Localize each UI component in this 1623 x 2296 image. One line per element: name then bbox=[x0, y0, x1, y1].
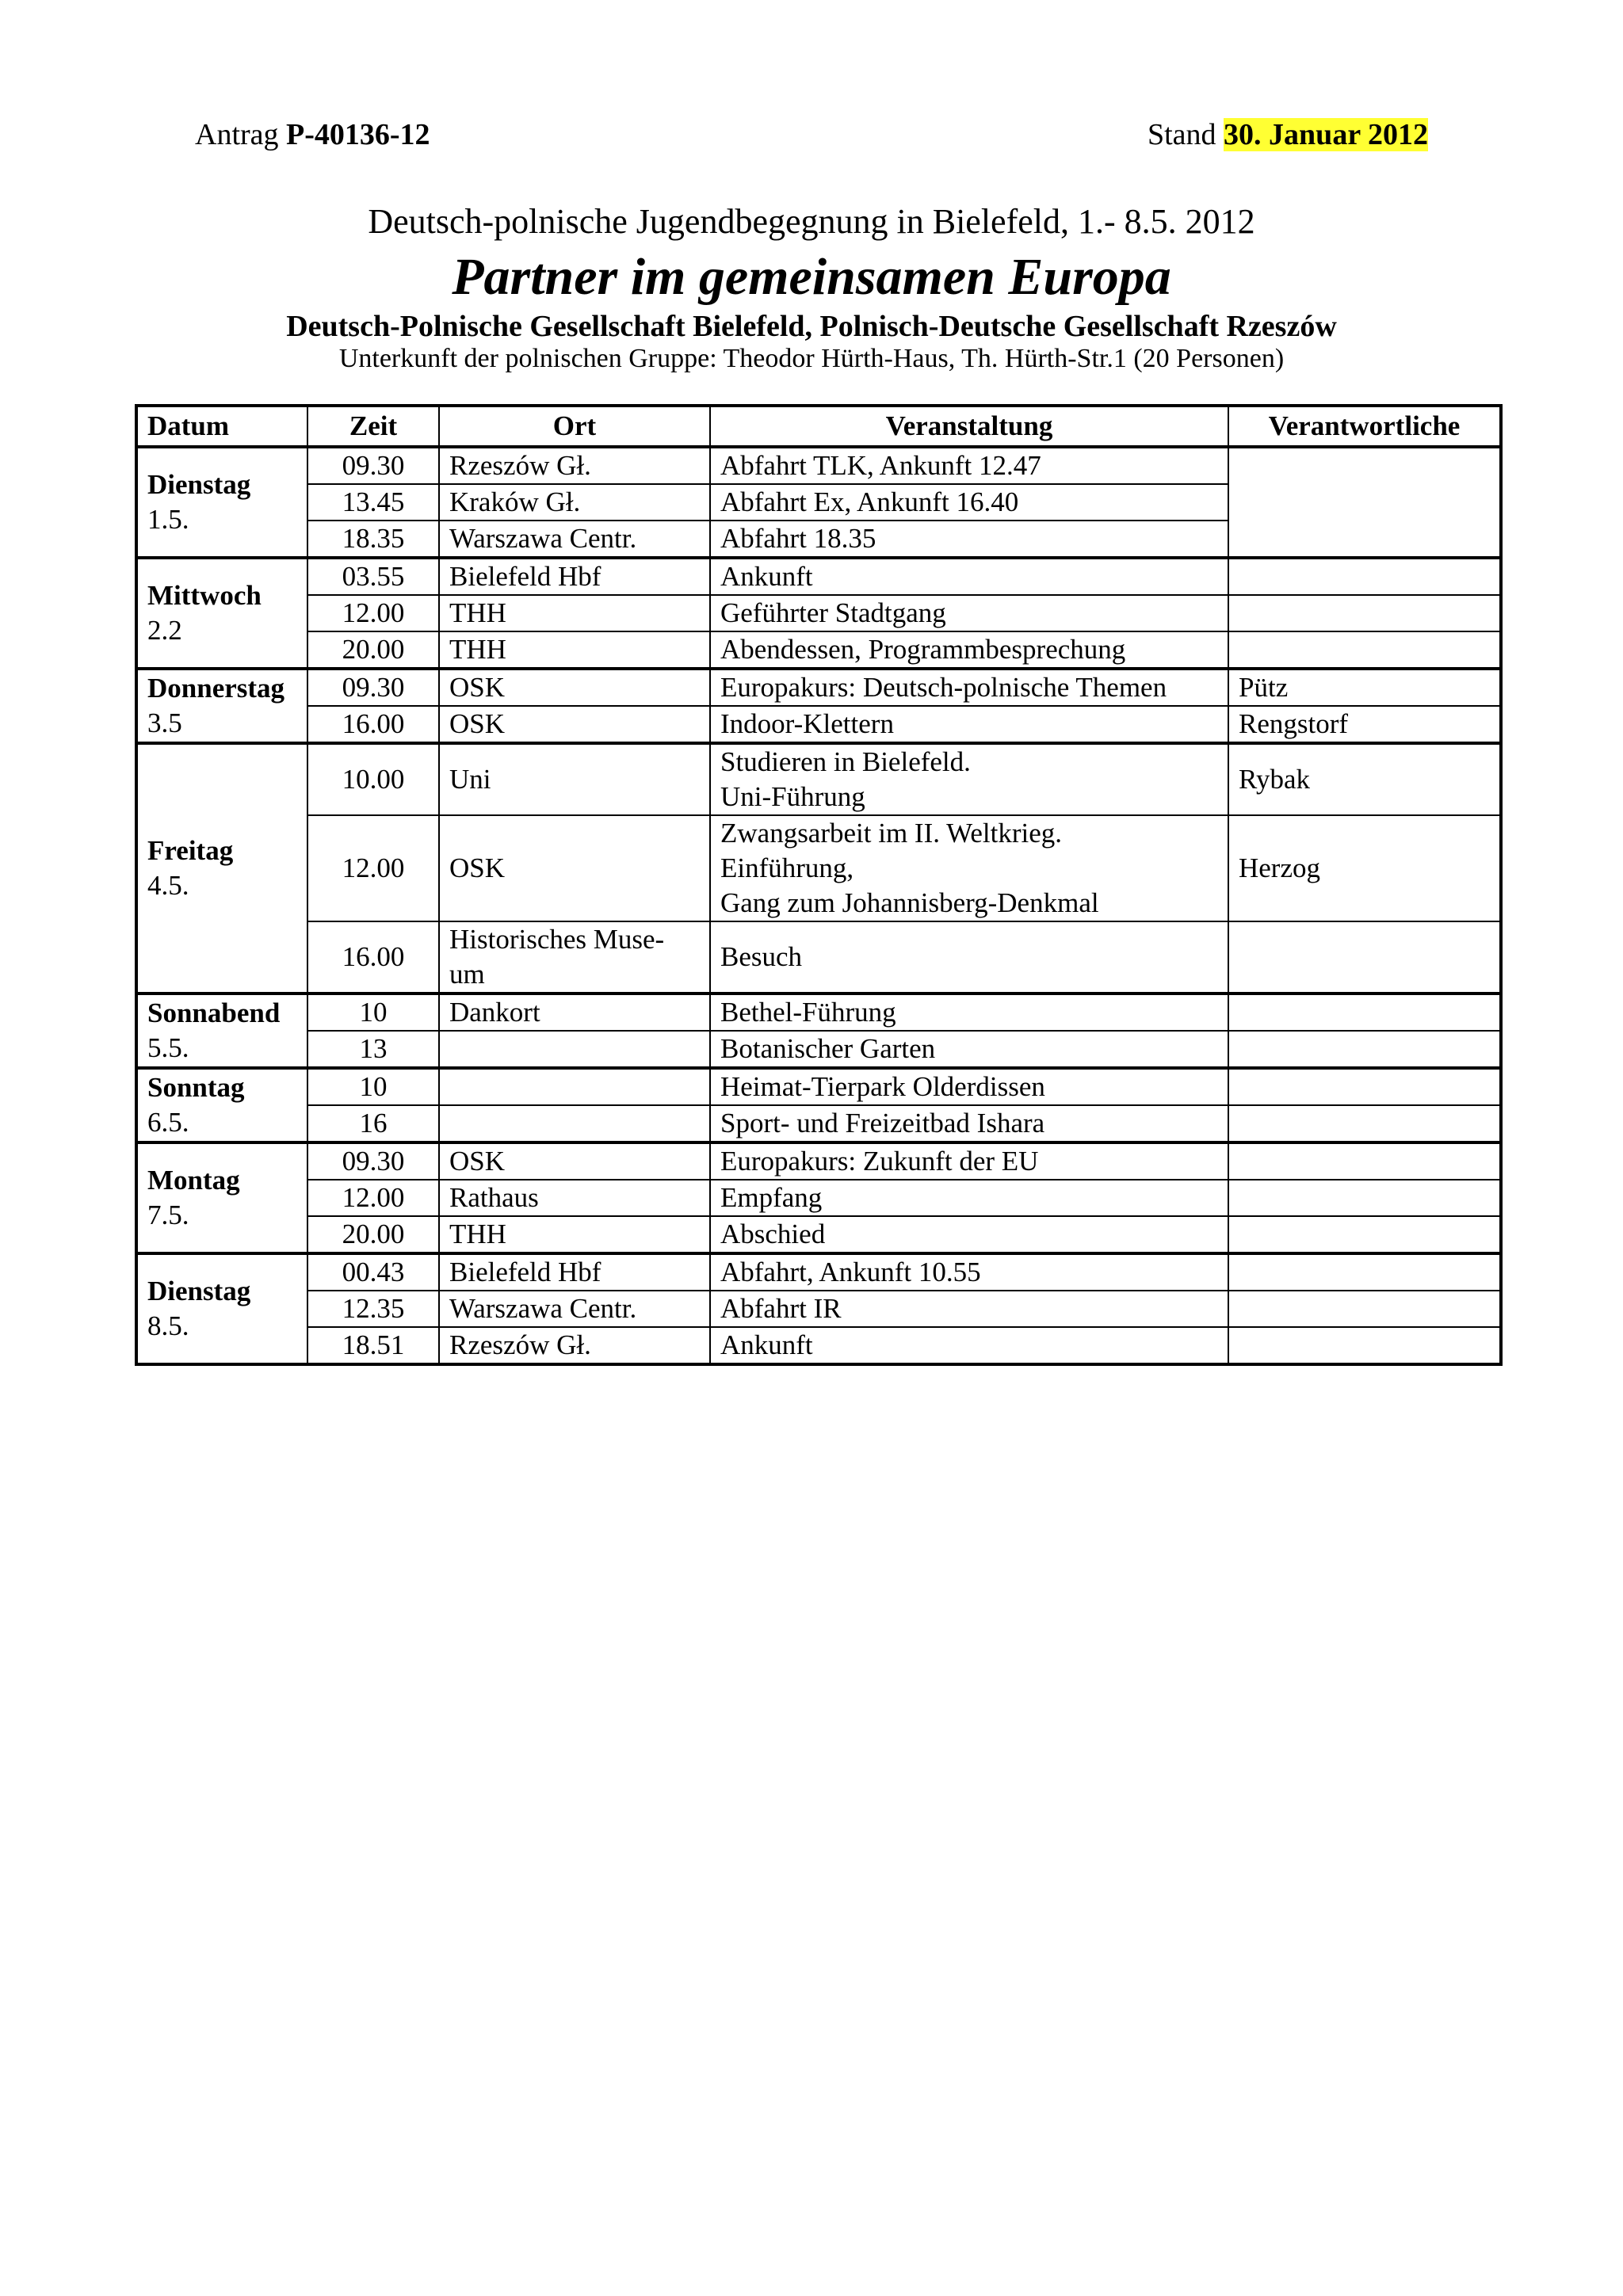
day-cell bbox=[136, 447, 307, 558]
cell-veranstaltung bbox=[710, 1327, 1228, 1364]
veranstaltung-text: Abfahrt 18.35 bbox=[720, 523, 876, 554]
table-row bbox=[136, 1031, 1501, 1068]
col-datum: Datum bbox=[136, 406, 307, 447]
day-name: Freitag bbox=[147, 835, 234, 866]
cell-ort bbox=[439, 1142, 710, 1180]
col-zeit: Zeit bbox=[307, 406, 439, 447]
cell-veranstaltung bbox=[710, 743, 1228, 815]
zeit-text: 10.00 bbox=[342, 764, 405, 795]
zeit-text: 09.30 bbox=[342, 450, 405, 481]
veranstaltung-text: Ankunft bbox=[720, 561, 813, 592]
cell-ort bbox=[439, 1068, 710, 1105]
cell-verantwortliche bbox=[1228, 921, 1501, 994]
table-row bbox=[136, 815, 1501, 921]
verantwortliche-text: Herzog bbox=[1239, 852, 1321, 883]
cell-zeit bbox=[307, 1068, 439, 1105]
cell-ort bbox=[439, 447, 710, 484]
day-name: Montag bbox=[147, 1165, 240, 1196]
verantwortliche-text: Rybak bbox=[1239, 764, 1310, 795]
zeit-text: 16 bbox=[359, 1108, 388, 1138]
veranstaltung-text: Studieren in Bielefeld. Uni-Führung bbox=[720, 746, 971, 812]
cell-zeit bbox=[307, 669, 439, 706]
day-name: Dienstag bbox=[147, 1276, 251, 1306]
cell-veranstaltung bbox=[710, 595, 1228, 631]
cell-verantwortliche bbox=[1228, 1031, 1501, 1068]
zeit-text: 00.43 bbox=[342, 1257, 405, 1287]
day-date: 4.5. bbox=[147, 870, 189, 901]
cell-verantwortliche bbox=[1228, 1142, 1501, 1180]
cell-zeit bbox=[307, 1031, 439, 1068]
table-row bbox=[136, 1105, 1501, 1142]
veranstaltung-text: Europakurs: Deutsch-polnische Themen bbox=[720, 672, 1167, 703]
zeit-text: 09.30 bbox=[342, 1146, 405, 1177]
cell-verantwortliche bbox=[1228, 1253, 1501, 1291]
cell-veranstaltung bbox=[710, 1105, 1228, 1142]
cell-zeit bbox=[307, 1180, 439, 1216]
table-row bbox=[136, 1180, 1501, 1216]
veranstaltung-text: Abfahrt IR bbox=[720, 1293, 842, 1324]
day-name: Donnerstag bbox=[147, 673, 285, 704]
table-row bbox=[136, 447, 1501, 484]
schedule-table bbox=[135, 404, 1503, 1366]
cell-veranstaltung bbox=[710, 558, 1228, 595]
day-date: 7.5. bbox=[147, 1199, 189, 1230]
col-ort: Ort bbox=[439, 406, 710, 447]
table-row bbox=[136, 743, 1501, 815]
veranstaltung-text: Heimat-Tierpark Olderdissen bbox=[720, 1071, 1045, 1102]
day-group bbox=[136, 1068, 1501, 1142]
table-row bbox=[136, 1253, 1501, 1291]
zeit-text: 12.35 bbox=[342, 1293, 405, 1324]
ort-text: Rathaus bbox=[449, 1182, 539, 1213]
cell-verantwortliche bbox=[1228, 558, 1501, 595]
cell-zeit bbox=[307, 921, 439, 994]
cell-veranstaltung bbox=[710, 631, 1228, 669]
cell-zeit bbox=[307, 994, 439, 1031]
zeit-text: 12.00 bbox=[342, 852, 405, 883]
veranstaltung-text: Empfang bbox=[720, 1182, 823, 1213]
cell-veranstaltung bbox=[710, 1031, 1228, 1068]
veranstaltung-text: Abendessen, Programmbesprechung bbox=[720, 634, 1126, 665]
day-name: Sonntag bbox=[147, 1072, 245, 1103]
cell-verantwortliche bbox=[1228, 1105, 1501, 1142]
col-veranstaltung: Veranstaltung bbox=[710, 406, 1228, 447]
cell-veranstaltung bbox=[710, 1180, 1228, 1216]
cell-veranstaltung bbox=[710, 669, 1228, 706]
event-subtitle: Deutsch-polnische Jugendbegegnung in Bielefeld, 1.- 8.5. 2012 bbox=[368, 202, 1255, 241]
table-row bbox=[136, 558, 1501, 595]
cell-zeit bbox=[307, 706, 439, 743]
table-row bbox=[136, 994, 1501, 1031]
day-group bbox=[136, 669, 1501, 743]
cell-zeit bbox=[307, 521, 439, 558]
zeit-text: 20.00 bbox=[342, 1219, 405, 1249]
cell-ort bbox=[439, 1253, 710, 1291]
cell-verantwortliche bbox=[1228, 669, 1501, 706]
day-cell bbox=[136, 558, 307, 669]
cell-ort bbox=[439, 631, 710, 669]
ort-text: OSK bbox=[449, 852, 506, 883]
ort-text: Kraków Gł. bbox=[449, 486, 581, 517]
day-date: 1.5. bbox=[147, 504, 189, 535]
cell-veranstaltung bbox=[710, 1142, 1228, 1180]
ort-text: Bielefeld Hbf bbox=[449, 561, 601, 592]
cell-veranstaltung bbox=[710, 1253, 1228, 1291]
table-row bbox=[136, 1068, 1501, 1105]
antrag-number: P-40136-12 bbox=[286, 118, 430, 151]
day-cell bbox=[136, 743, 307, 994]
cell-zeit bbox=[307, 1216, 439, 1253]
day-name: Dienstag bbox=[147, 469, 251, 500]
cell-ort bbox=[439, 1216, 710, 1253]
cell-ort bbox=[439, 558, 710, 595]
cell-zeit bbox=[307, 1142, 439, 1180]
cell-verantwortliche bbox=[1228, 447, 1501, 558]
veranstaltung-text: Europakurs: Zukunft der EU bbox=[720, 1146, 1039, 1177]
cell-ort bbox=[439, 1180, 710, 1216]
veranstaltung-text: Ankunft bbox=[720, 1329, 813, 1360]
ort-text: OSK bbox=[449, 708, 506, 739]
day-date: 2.2 bbox=[147, 615, 182, 646]
cell-zeit bbox=[307, 595, 439, 631]
cell-veranstaltung bbox=[710, 1216, 1228, 1253]
cell-ort bbox=[439, 706, 710, 743]
table-header-row bbox=[136, 406, 1501, 447]
cell-veranstaltung bbox=[710, 521, 1228, 558]
ort-text: Bielefeld Hbf bbox=[449, 1257, 601, 1287]
cell-verantwortliche bbox=[1228, 706, 1501, 743]
cell-ort bbox=[439, 1327, 710, 1364]
table-row bbox=[136, 669, 1501, 706]
cell-ort bbox=[439, 743, 710, 815]
day-group bbox=[136, 1142, 1501, 1253]
table-row bbox=[136, 1142, 1501, 1180]
verantwortliche-text: Rengstorf bbox=[1239, 708, 1349, 739]
day-date: 6.5. bbox=[147, 1107, 189, 1138]
ort-text: Rzeszów Gł. bbox=[449, 450, 591, 481]
cell-zeit bbox=[307, 1253, 439, 1291]
table-row bbox=[136, 631, 1501, 669]
cell-ort bbox=[439, 521, 710, 558]
zeit-text: 16.00 bbox=[342, 708, 405, 739]
cell-verantwortliche bbox=[1228, 815, 1501, 921]
cell-veranstaltung bbox=[710, 447, 1228, 484]
cell-zeit bbox=[307, 815, 439, 921]
zeit-text: 13.45 bbox=[342, 486, 405, 517]
cell-veranstaltung bbox=[710, 484, 1228, 521]
veranstaltung-text: Sport- und Freizeitbad Ishara bbox=[720, 1108, 1045, 1138]
veranstaltung-text: Abfahrt Ex, Ankunft 16.40 bbox=[720, 486, 1019, 517]
ort-text: Dankort bbox=[449, 997, 540, 1028]
cell-veranstaltung bbox=[710, 706, 1228, 743]
antrag-line bbox=[195, 117, 430, 152]
veranstaltung-text: Abfahrt TLK, Ankunft 12.47 bbox=[720, 450, 1041, 481]
cell-verantwortliche bbox=[1228, 1216, 1501, 1253]
day-date: 3.5 bbox=[147, 707, 182, 738]
cell-zeit bbox=[307, 743, 439, 815]
day-group bbox=[136, 558, 1501, 669]
ort-text: Warszawa Centr. bbox=[449, 1293, 637, 1324]
zeit-text: 10 bbox=[359, 997, 388, 1028]
table-row bbox=[136, 921, 1501, 994]
cell-veranstaltung bbox=[710, 1291, 1228, 1327]
zeit-text: 12.00 bbox=[342, 1182, 405, 1213]
stand-line bbox=[1148, 117, 1428, 152]
day-cell bbox=[136, 1253, 307, 1364]
day-group bbox=[136, 994, 1501, 1068]
table-row bbox=[136, 706, 1501, 743]
cell-verantwortliche bbox=[1228, 994, 1501, 1031]
cell-verantwortliche bbox=[1228, 595, 1501, 631]
ort-text: Uni bbox=[449, 764, 491, 795]
cell-veranstaltung bbox=[710, 994, 1228, 1031]
ort-text: Rzeszów Gł. bbox=[449, 1329, 591, 1360]
day-cell bbox=[136, 669, 307, 743]
accommodation: Unterkunft der polnischen Gruppe: Theodor Hürth-Haus, Th. Hürth-Str.1 (20 Personen) bbox=[338, 344, 1285, 373]
table-row bbox=[136, 1216, 1501, 1253]
cell-ort bbox=[439, 669, 710, 706]
cell-ort bbox=[439, 1105, 710, 1142]
zeit-text: 18.51 bbox=[342, 1329, 405, 1360]
cell-ort bbox=[439, 815, 710, 921]
cell-verantwortliche bbox=[1228, 1068, 1501, 1105]
cell-verantwortliche bbox=[1228, 1327, 1501, 1364]
day-date: 8.5. bbox=[147, 1310, 189, 1341]
table-row bbox=[136, 1291, 1501, 1327]
zeit-text: 12.00 bbox=[342, 597, 405, 628]
zeit-text: 16.00 bbox=[342, 941, 405, 972]
ort-text: Warszawa Centr. bbox=[449, 523, 637, 554]
day-group bbox=[136, 1253, 1501, 1364]
cell-verantwortliche bbox=[1228, 1180, 1501, 1216]
veranstaltung-text: Zwangsarbeit im II. Weltkrieg. Einführung, Gang zum Johannisberg-Denkmal bbox=[720, 818, 1099, 918]
cell-veranstaltung bbox=[710, 1068, 1228, 1105]
cell-ort bbox=[439, 484, 710, 521]
antrag-label: Antrag bbox=[195, 118, 279, 151]
cell-zeit bbox=[307, 631, 439, 669]
cell-zeit bbox=[307, 1327, 439, 1364]
zeit-text: 03.55 bbox=[342, 561, 405, 592]
zeit-text: 10 bbox=[359, 1071, 388, 1102]
ort-text: THH bbox=[449, 634, 506, 665]
ort-text: OSK bbox=[449, 1146, 506, 1177]
day-name: Sonnabend bbox=[147, 997, 281, 1028]
veranstaltung-text: Indoor-Klettern bbox=[720, 708, 894, 739]
cell-zeit bbox=[307, 484, 439, 521]
veranstaltung-text: Besuch bbox=[720, 941, 803, 972]
table-row bbox=[136, 595, 1501, 631]
ort-text: Historisches Muse- um bbox=[449, 924, 665, 990]
day-group bbox=[136, 743, 1501, 994]
ort-text: THH bbox=[449, 597, 506, 628]
event-title: Partner im gemeinsamen Europa bbox=[452, 248, 1171, 306]
cell-ort bbox=[439, 595, 710, 631]
zeit-text: 20.00 bbox=[342, 634, 405, 665]
stand-label: Stand bbox=[1147, 118, 1216, 151]
cell-zeit bbox=[307, 1291, 439, 1327]
ort-text: THH bbox=[449, 1219, 506, 1249]
day-cell bbox=[136, 1068, 307, 1142]
veranstaltung-text: Geführter Stadtgang bbox=[720, 597, 946, 628]
day-name: Mittwoch bbox=[147, 580, 262, 611]
cell-verantwortliche bbox=[1228, 1291, 1501, 1327]
ort-text: OSK bbox=[449, 672, 506, 703]
cell-zeit bbox=[307, 447, 439, 484]
veranstaltung-text: Abfahrt, Ankunft 10.55 bbox=[720, 1257, 981, 1287]
zeit-text: 18.35 bbox=[342, 523, 405, 554]
veranstaltung-text: Botanischer Garten bbox=[720, 1033, 936, 1064]
zeit-text: 09.30 bbox=[342, 672, 405, 703]
cell-zeit bbox=[307, 1105, 439, 1142]
organizers: Deutsch-Polnische Gesellschaft Bielefeld, Polnisch-Deutsche Gesellschaft Rzeszów bbox=[286, 310, 1337, 343]
veranstaltung-text: Abschied bbox=[720, 1219, 826, 1249]
col-verantwortliche: Verantwortliche bbox=[1228, 406, 1501, 447]
cell-ort bbox=[439, 994, 710, 1031]
veranstaltung-text: Bethel-Führung bbox=[720, 997, 896, 1028]
cell-ort bbox=[439, 1031, 710, 1068]
cell-verantwortliche bbox=[1228, 743, 1501, 815]
verantwortliche-text: Pütz bbox=[1239, 672, 1289, 703]
day-date: 5.5. bbox=[147, 1032, 189, 1063]
cell-veranstaltung bbox=[710, 921, 1228, 994]
stand-date: 30. Januar 2012 bbox=[1224, 118, 1428, 151]
cell-ort bbox=[439, 1291, 710, 1327]
zeit-text: 13 bbox=[359, 1033, 388, 1064]
table-row bbox=[136, 1327, 1501, 1364]
day-group bbox=[136, 447, 1501, 558]
day-cell bbox=[136, 1142, 307, 1253]
cell-ort bbox=[439, 921, 710, 994]
day-cell bbox=[136, 994, 307, 1068]
cell-veranstaltung bbox=[710, 815, 1228, 921]
cell-verantwortliche bbox=[1228, 631, 1501, 669]
cell-zeit bbox=[307, 558, 439, 595]
